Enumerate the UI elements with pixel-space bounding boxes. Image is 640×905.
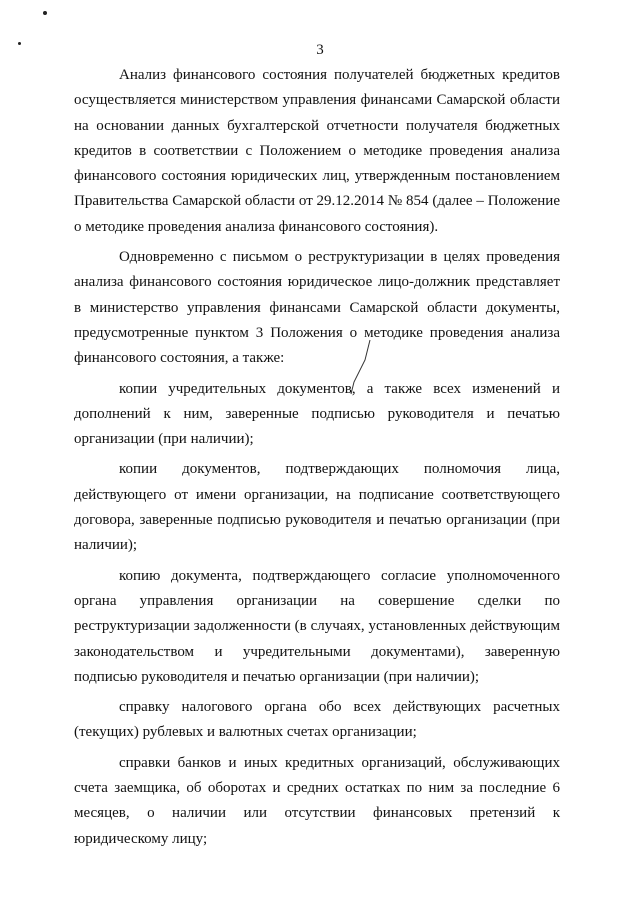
pen-mark [340,338,380,398]
paragraph-consent-document: копию документа, подтверждающего согласие уполномоченного органа управления организации на совершение сделки по реструктуризации задолженности (в случаях, установленных действующим законодательством и учредительными документами), заверенную подписью руководителя и печатью организации (при наличии); [74,567,560,685]
paragraph-restructuring-letter: Одновременно с письмом о реструктуризации в целях проведения анализа финансового состояния юридическое лицо-должник представляет в министерство управления финансами Самарской области документы, предусмотренные пунктом 3 Положения о методике проведения анализа финансового состояния, а также: [74,249,560,367]
page-number: 3 [316,42,324,58]
paragraph-founding-documents: копии учредительных документов, а также всех изменений и дополнений к ним, заверенные подписью руководителя и печатью организации (при наличии); [74,380,560,448]
paragraph-bank-certificates: справки банков и иных кредитных организаций, обслуживающих счета заемщика, об оборотах и средних остатках по ним за последние 6 месяцев, о наличии или отсутствии финансовых претензий к юридическому лицу; [74,754,560,847]
document-body [74,63,560,857]
paragraph-financial-analysis: Анализ финансового состояния получателей бюджетных кредитов осуществляется министерством управления финансами Самарской области на основании данных бухгалтерской отчетности получателя бюджетных кредитов в соответствии с Положением о методике проведения анализа финансового состояния юридических лиц, утвержденным постановлением Правительства Самарской области от 29.12.2014 № 854 (далее – Положение о методике проведения анализа финансового состояния). [74,67,560,235]
scan-speck [43,11,47,15]
paragraph-authority-documents: копии документов, подтверждающих полномочия лица, действующего от имени организации, на подписание соответствующего договора, заверенные подписью руководителя и печатью организации (при наличии); [74,461,560,554]
paragraph-tax-certificate: справку налогового органа обо всех действующих расчетных (текущих) рублевых и валютных счетах организации; [74,699,560,741]
